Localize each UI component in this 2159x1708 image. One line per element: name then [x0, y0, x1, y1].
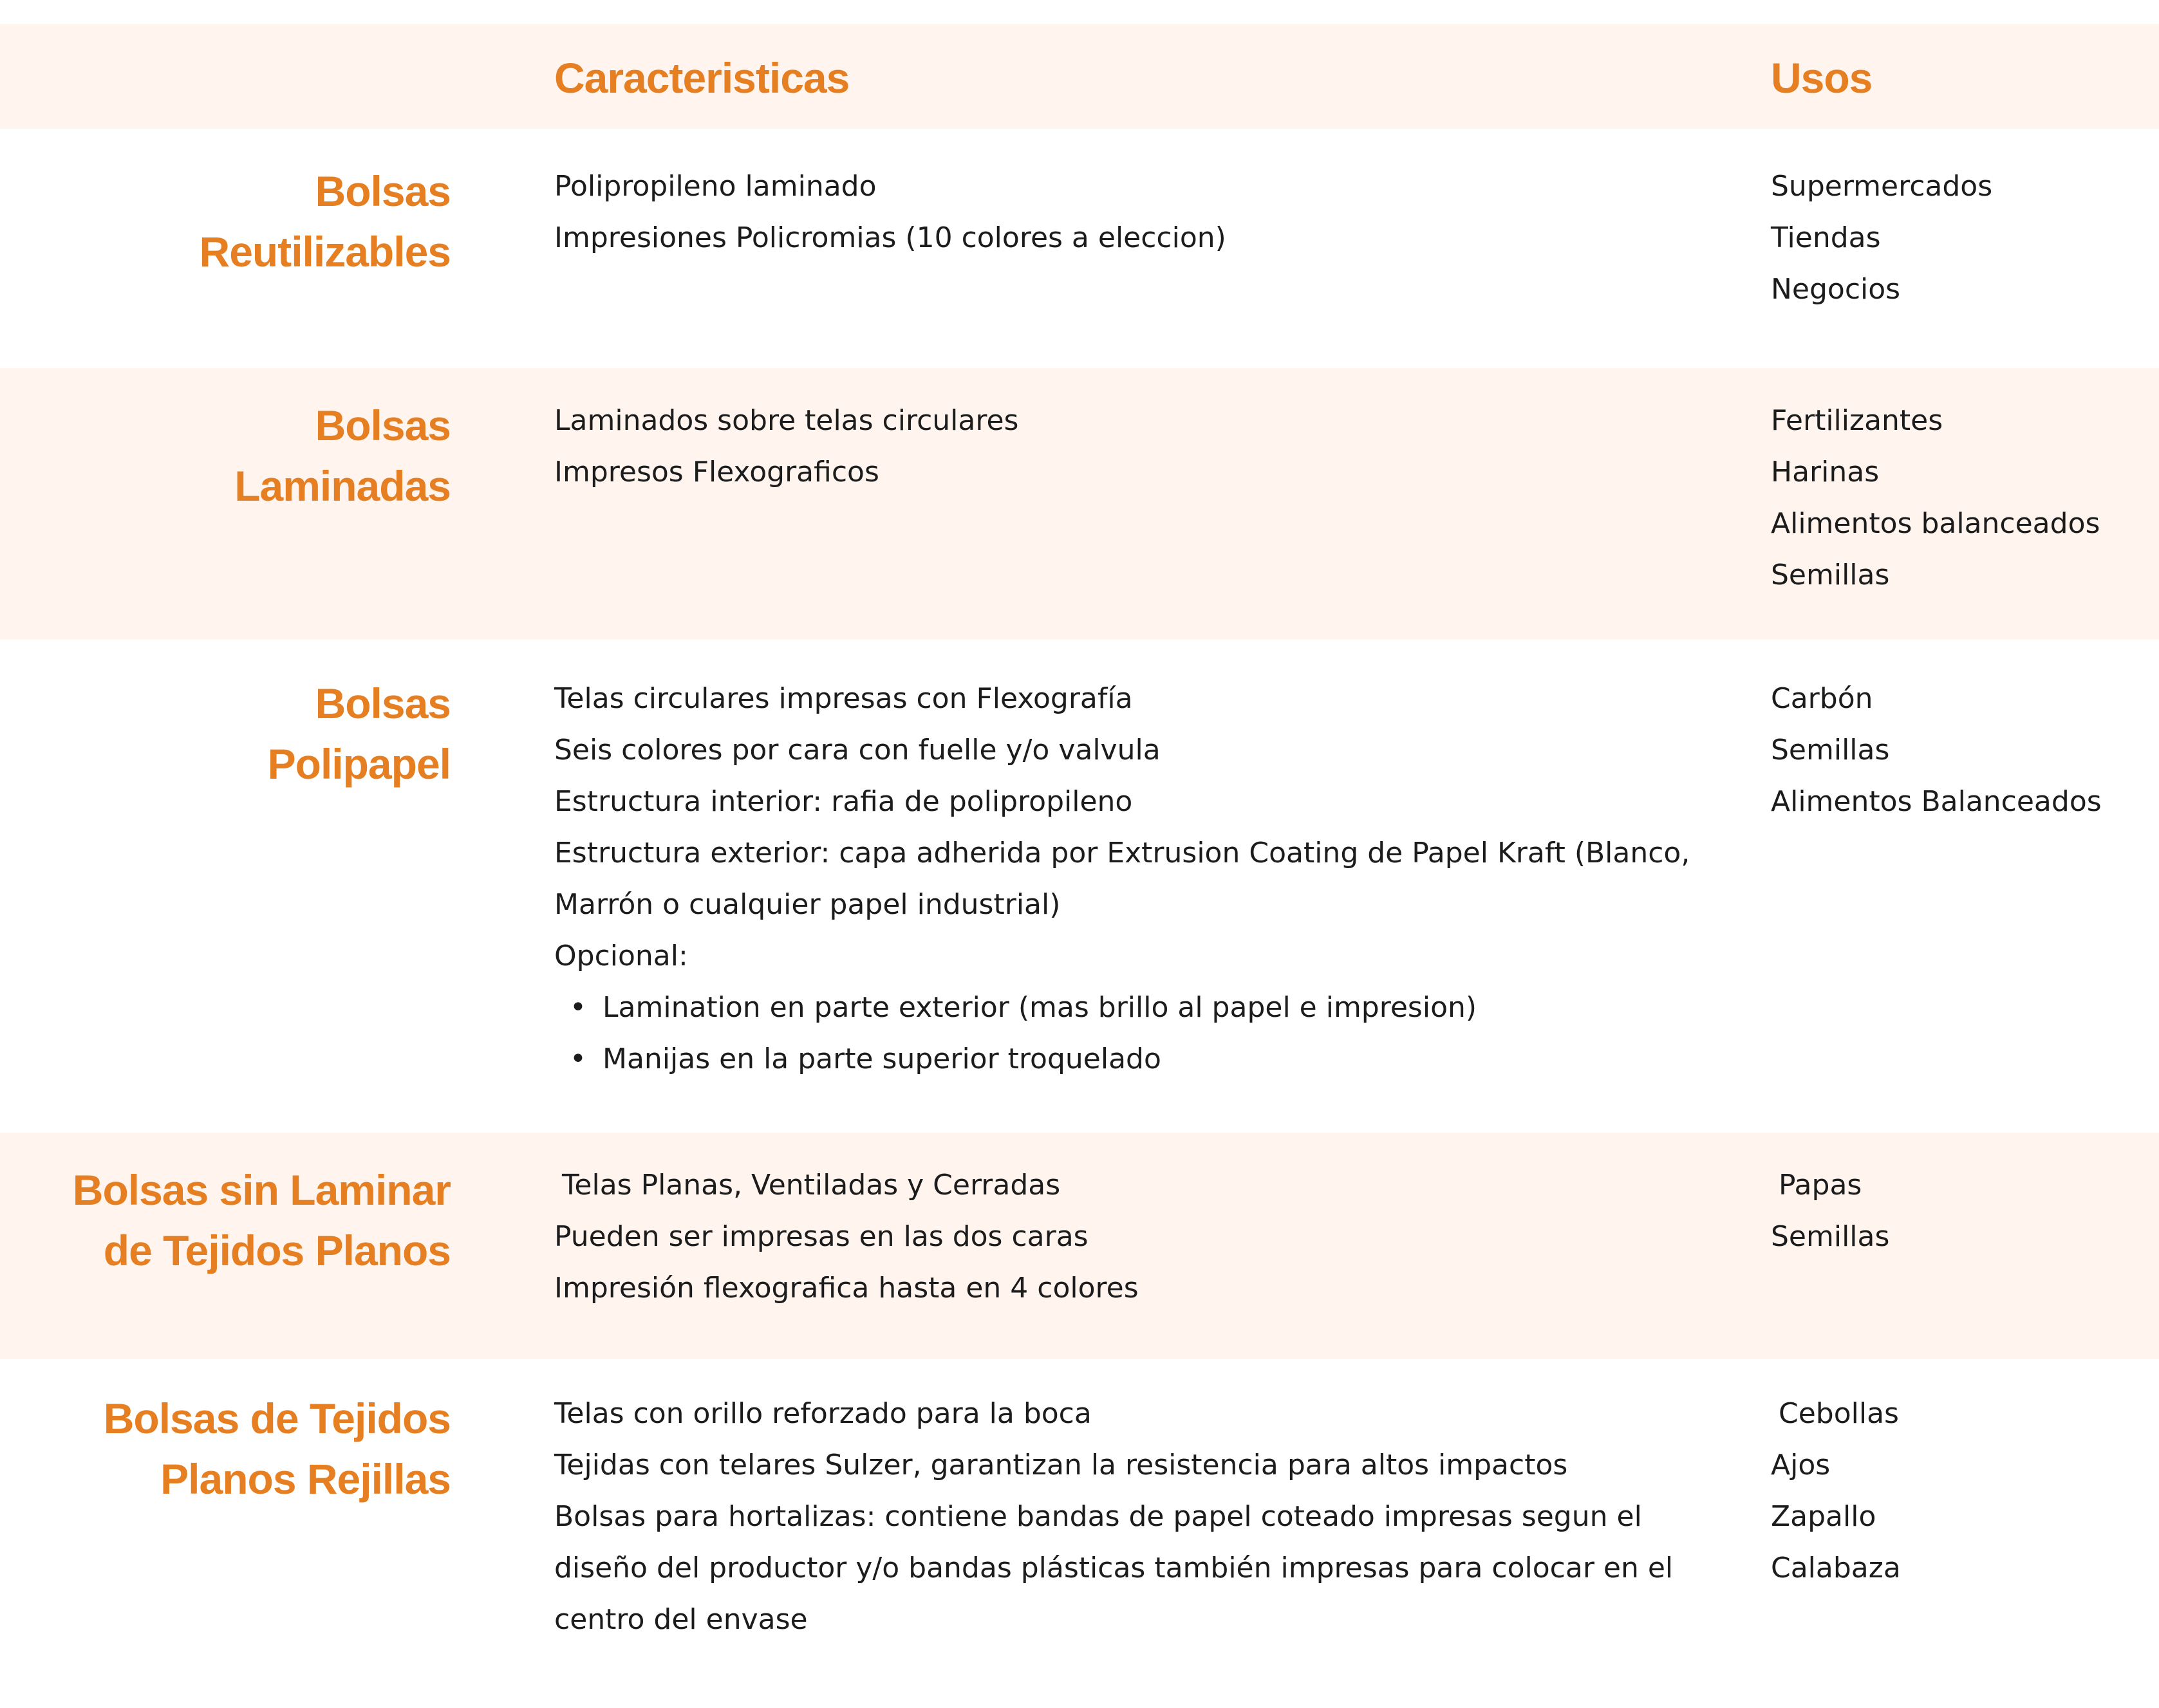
row-features: [554, 395, 1649, 498]
uses-column-header: Usos: [1771, 54, 1873, 102]
row-features: [554, 161, 1649, 264]
row-category: [0, 1160, 451, 1281]
category-line: Bolsas sin Laminar: [72, 1166, 451, 1214]
use-item: Carbón: [1771, 682, 1873, 715]
use-item: Papas: [1779, 1169, 1862, 1202]
feature-item: Telas circulares impresas con Flexografía: [554, 682, 1133, 715]
use-item: Negocios: [1771, 273, 1901, 306]
feature-item: Impresiones Policromias (10 colores a eleccion): [554, 221, 1226, 254]
header-row: [0, 24, 2159, 129]
feature-item: Tejidas con telares Sulzer, garantizan la resistencia para altos impactos: [554, 1449, 1568, 1481]
use-item: Calabaza: [1771, 1552, 1901, 1584]
feature-item: Impresos Flexograficos: [554, 456, 879, 488]
category-line: Bolsas de Tejidos: [103, 1395, 451, 1442]
row-features: [554, 1160, 1649, 1314]
feature-item: centro del envase: [554, 1603, 808, 1636]
row-uses: [1771, 395, 2144, 601]
category-line: Bolsas: [315, 167, 451, 215]
use-item: Alimentos balanceados: [1771, 507, 2100, 540]
category-line: Planos Rejillas: [160, 1455, 451, 1503]
table-row: [0, 640, 2159, 1133]
feature-item: Pueden ser impresas en las dos caras: [554, 1220, 1089, 1253]
use-item: Zapallo: [1771, 1500, 1876, 1533]
row-uses: [1771, 1388, 2144, 1594]
use-item: Semillas: [1771, 734, 1890, 766]
use-item: Fertilizantes: [1771, 404, 1943, 437]
optional-bullet-item: • Lamination en parte exterior (mas brillo al papel e impresion): [554, 982, 1649, 1034]
optional-bullet-item: • Manijas en la parte superior troquelado: [554, 1034, 1649, 1085]
row-uses: [1771, 1160, 2144, 1263]
feature-item: Telas Planas, Ventiladas y Cerradas: [562, 1169, 1061, 1202]
use-item: Ajos: [1771, 1449, 1831, 1481]
row-uses: [1771, 673, 2144, 828]
use-item: Harinas: [1771, 456, 1880, 488]
use-item: Semillas: [1771, 1220, 1890, 1253]
category-line: de Tejidos Planos: [103, 1227, 451, 1274]
table-row: [0, 1359, 2159, 1708]
category-line: Laminadas: [234, 462, 451, 510]
feature-item: Impresión flexografica hasta en 4 colores: [554, 1272, 1139, 1304]
row-features: [554, 1388, 1674, 1646]
row-category: [26, 395, 451, 516]
use-item: Supermercados: [1771, 170, 1993, 203]
row-category: [26, 161, 451, 282]
feature-item: Bolsas para hortalizas: contiene bandas de papel coteado impresas segun el: [554, 1500, 1642, 1533]
feature-item: Estructura exterior: capa adherida por Extrusion Coating de Papel Kraft (Blanco,: [554, 837, 1690, 869]
feature-item: Estructura interior: rafia de polipropileno: [554, 785, 1133, 818]
feature-item: Telas con orillo reforzado para la boca: [554, 1397, 1092, 1430]
category-line: Bolsas: [315, 680, 451, 727]
use-item: Tiendas: [1771, 221, 1881, 254]
row-category: [0, 1388, 451, 1509]
row-category: [26, 673, 451, 794]
feature-item: Opcional:: [554, 940, 688, 972]
feature-item: diseño del productor y/o bandas plásticas también impresas para colocar en el: [554, 1552, 1674, 1584]
category-line: Bolsas: [315, 402, 451, 449]
table-row: [0, 368, 2159, 640]
feature-item: Seis colores por cara con fuelle y/o valvula: [554, 734, 1161, 766]
row-uses: [1771, 161, 2144, 315]
row-features: [554, 673, 1690, 1085]
category-line: Polipapel: [267, 740, 451, 788]
feature-item: Laminados sobre telas circulares: [554, 404, 1019, 437]
use-item: Cebollas: [1779, 1397, 1899, 1430]
table-row: [0, 129, 2159, 368]
use-item: Alimentos Balanceados: [1771, 785, 2102, 818]
table-row: [0, 1133, 2159, 1359]
use-item: Semillas: [1771, 559, 1890, 591]
features-column-header: Caracteristicas: [554, 54, 850, 102]
feature-item: Marrón o cualquier papel industrial): [554, 888, 1061, 921]
feature-item: Polipropileno laminado: [554, 170, 877, 203]
category-line: Reutilizables: [199, 228, 451, 275]
